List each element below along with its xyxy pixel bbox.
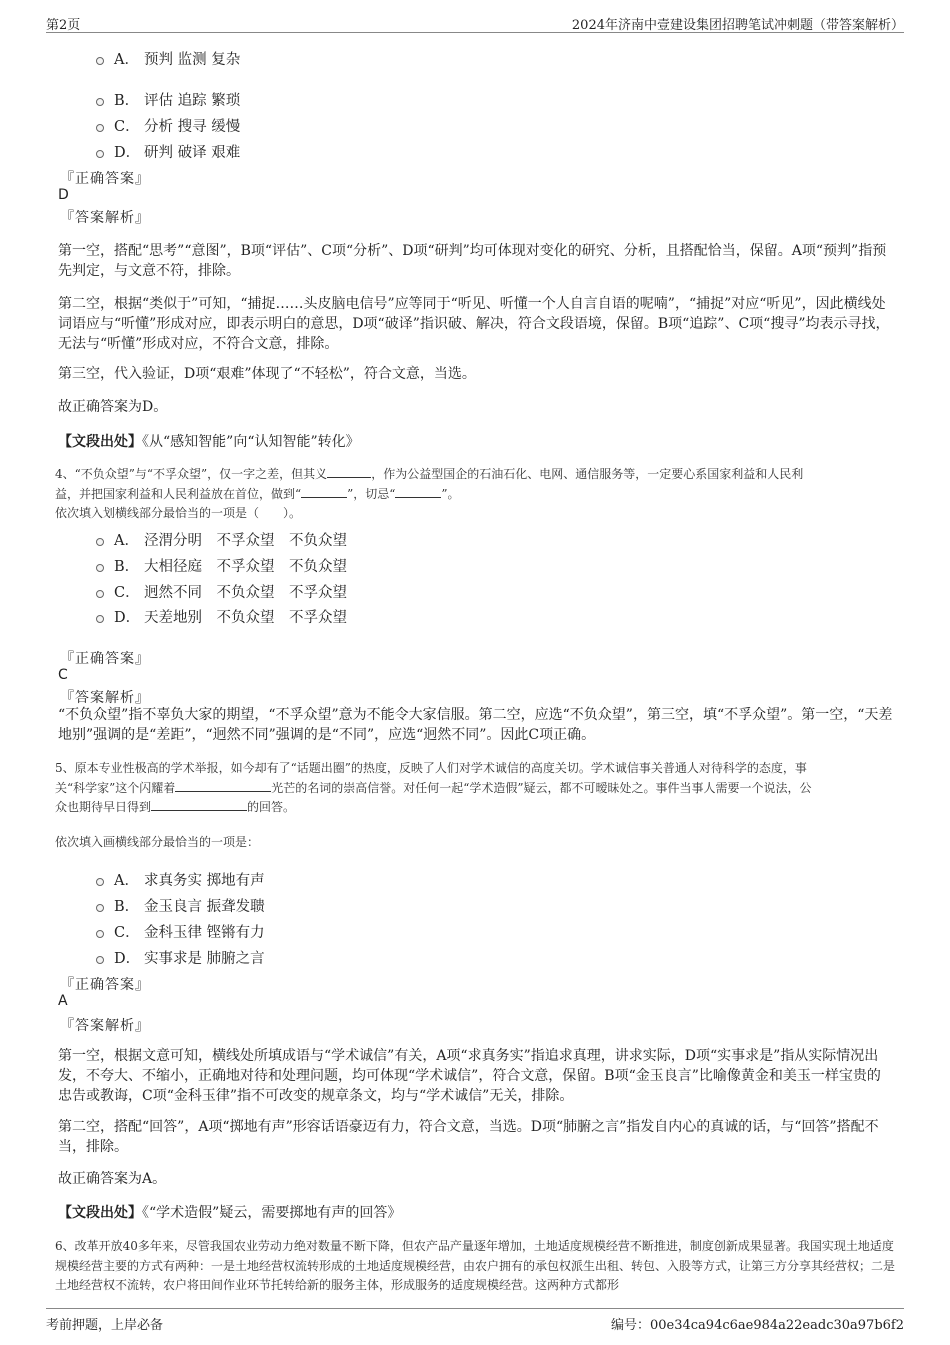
q4-option-d[interactable]: D． 天差地别 不负众望 不孚众望: [96, 606, 347, 627]
q4-option-c[interactable]: C． 迥然不同 不负众望 不孚众望: [96, 581, 347, 602]
page-footer: [46, 1308, 904, 1333]
q4-correct-label: 『正确答案』: [60, 651, 150, 667]
q3-analysis-p3: 第三空，代入验证，D项“艰难”体现了“不轻松”，符合文意，当选。: [58, 366, 476, 382]
q5-option-c[interactable]: C． 金科玉律 铿锵有力: [96, 921, 265, 942]
q5-option-a[interactable]: A． 求真务实 掷地有声: [96, 869, 265, 890]
q3-analysis-p1: 第一空，搭配“思考”“意图”，B项“评估”、C项“分析”、D项“研判”均可体现对变化的研究、分析，且搭配恰当，保留。A项“预判”指预先判定，与文意不符，排除。: [58, 243, 887, 279]
q5-analysis-p3: 故正确答案为A。: [58, 1171, 167, 1187]
q5-analysis-p2: 第二空，搭配“回答”，A项“掷地有声”形容话语豪迈有力，符合文意，当选。D项“肺腑之言”指发自内心的真诚的话，与“回答”搭配不当，排除。: [58, 1119, 879, 1155]
q5-answer: A: [58, 993, 68, 1009]
q3-option-d[interactable]: D． 研判 破译 艰难: [96, 141, 240, 162]
q3-option-b[interactable]: B． 评估 追踪 繁琐: [96, 89, 240, 110]
q5-analysis-p1: 第一空，根据文意可知，横线处所填成语与“学术诚信”有关，A项“求真务实”指追求真理，讲求实际，D项“实事求是”指从实际情况出发，不夸大、不缩小，正确地对待和处理问题，均可体现“学术诚信”，符合文意，保留。B项“金玉良言”比喻像黄金和美玉一样宝贵的忠告或教诲，C项“金科玉律”指不可改变的规章条文，均与“学术诚信”无关，排除。: [58, 1048, 881, 1104]
q3-analysis-p4: 故正确答案为D。: [58, 399, 168, 415]
q3-analysis-label: 『答案解析』: [60, 210, 150, 226]
q4-option-a[interactable]: A． 泾渭分明 不孚众望 不负众望: [96, 529, 347, 550]
q3-source: 【文段出处】《从“感知智能”向“认知智能”转化》: [58, 434, 360, 450]
q5-option-b[interactable]: B． 金玉良言 振聋发聩: [96, 895, 265, 916]
radio-icon[interactable]: [96, 904, 104, 912]
q5-correct-label: 『正确答案』: [60, 977, 150, 993]
document-code: 编号：00e34ca94c6ae984a22eadc30a97b6f2: [610, 1318, 904, 1333]
q3-correct-label: 『正确答案』: [60, 171, 150, 187]
q4-stem: 4、“不负众望”与“不孚众望”，仅一字之差，但其义 ，作为公益型国企的石油石化、电网、通信服务等，一定要心系国家利益和人民利 益，并把国家利益和人民利益放在首位，做到“ ”，切忌“ ”。 依次填入划横线部分最恰当的一项是（ ）。: [55, 467, 804, 520]
q6-stem: 6、改革开放40多年来，尽管我国农业劳动力绝对数量不断下降，但农产品产量逐年增加，土地适度规模经营不断推进，制度创新成果显著。我国实现土地适度规模经营主要的方式有两种：一是土地经营权流转形成的土地适度规模经营，由农户拥有的承包权派生出租、转包、入股等方式，让第三方分享其经营权；二是土地经营权不流转，农户将田间作业环节托转给新的服务主体，形成服务的适度规模经营。这两种方式都形: [55, 1239, 896, 1292]
q4-option-b[interactable]: B． 大相径庭 不孚众望 不负众望: [96, 555, 347, 576]
radio-icon[interactable]: [96, 590, 104, 598]
radio-icon[interactable]: [96, 538, 104, 546]
q4-analysis-label: 『答案解析』: [60, 690, 150, 706]
radio-icon[interactable]: [96, 878, 104, 886]
radio-icon[interactable]: [96, 150, 104, 158]
radio-icon[interactable]: [96, 124, 104, 132]
q5-prompt: 依次填入画横线部分最恰当的一项是：: [55, 835, 260, 849]
page-header: [46, 10, 904, 33]
q4-analysis: “不负众望”指不辜负大家的期望，“不孚众望”意为不能令大家信服。第二空，应选“不负众望”，第三空，填“不孚众望”。第一空，“天差地别”强调的是“差距”，“迥然不同”强调的是“不同”，应选“迥然不同”。因此C项正确。: [58, 707, 893, 743]
q5-option-d[interactable]: D． 实事求是 肺腑之言: [96, 947, 265, 968]
q5-analysis-label: 『答案解析』: [60, 1018, 150, 1034]
q3-option-c[interactable]: C． 分析 搜寻 缓慢: [96, 115, 240, 136]
page-number: 第2页: [46, 18, 81, 33]
q4-answer: C: [58, 667, 68, 683]
radio-icon[interactable]: [96, 98, 104, 106]
radio-icon[interactable]: [96, 930, 104, 938]
radio-icon[interactable]: [96, 564, 104, 572]
q5-source: 【文段出处】《“学术造假”疑云，需要掷地有声的回答》: [58, 1205, 402, 1221]
radio-icon[interactable]: [96, 615, 104, 623]
q3-answer: D: [58, 187, 69, 203]
radio-icon[interactable]: [96, 956, 104, 964]
q3-option-a[interactable]: A． 预判 监测 复杂: [96, 48, 240, 69]
footer-slogan: 考前押题，上岸必备: [46, 1318, 164, 1333]
document-title: 2024年济南中壹建设集团招聘笔试冲刺题（带答案解析）: [571, 18, 904, 33]
q5-stem: 5、原本专业性极高的学术举报，如今却有了“话题出圈”的热度，反映了人们对学术诚信的高度关切。学术诚信事关普通人对待科学的态度，事 关“科学家”这个闪耀着 光芒的名词的崇高信誉。对任何一起“学术造假”疑云，都不可暧昧处之。事件当事人需要一个说法，公 众也期待早日得到 的回答。: [55, 761, 812, 814]
radio-icon[interactable]: [96, 57, 104, 65]
q3-analysis-p2: 第二空，根据“类似于”可知，“捕捉……头皮脑电信号”应等同于“听见、听懂一个人自言自语的呢喃”，“捕捉”对应“听见”，因此横线处词语应与“听懂”形成对应，即表示明白的意思，D项“破译”指识破、解决，符合文段语境，保留。B项“追踪”、C项“搜寻”均表示寻找，无法与“听懂”形成对应，不符合文意，排除。: [58, 296, 890, 352]
